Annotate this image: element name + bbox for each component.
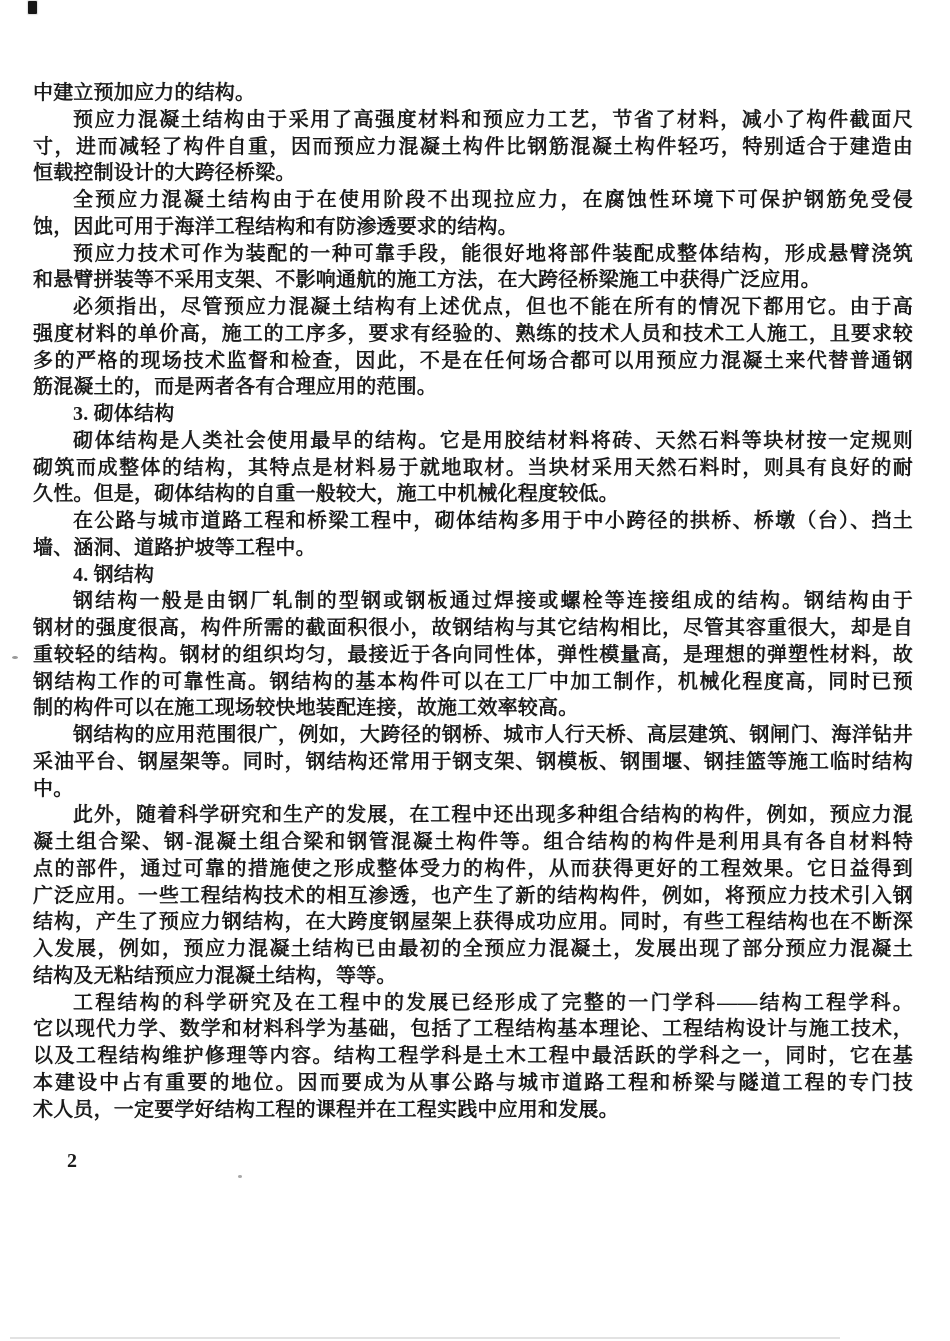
text-line: 凝土组合梁、钢-混凝土组合梁和钢管混凝土构件等。组合结构的构件是利用具有各自材料特: [33, 831, 914, 853]
text-line: 寸，进而减轻了构件自重，因而预应力混凝土构件比钢筋混凝土构件轻巧，特别适合于建造由: [33, 135, 913, 158]
scan-speck-bottom: [238, 1175, 242, 1178]
text-line: 广泛应用。一些工程结构技术的相互渗透，也产生了新的结构构件，例如，将预应力技术引入钢: [33, 884, 913, 907]
text-line: 中建立预加应力的结构。: [33, 82, 256, 104]
text-line: 必须指出，尽管预应力混凝土结构有上述优点，但也不能在所有的情况下都用它。由于高: [73, 296, 913, 318]
text-line: 在公路与城市道路工程和桥梁工程中，砌体结构多用于中小跨径的拱桥、桥墩（台）、挡土: [73, 510, 913, 532]
text-line: 墙、涵洞、道路护坡等工程中。: [33, 536, 316, 559]
text-line: 钢结构的应用范围很广，例如，大跨径的钢桥、城市人行天桥、高层建筑、钢闸门、海洋钻井: [73, 724, 913, 746]
text-line: 预应力混凝土结构由于采用了高强度材料和预应力工艺，节省了材料，减小了构件截面尺: [73, 108, 913, 131]
text-line: 强度材料的单价高，施工的工序多，要求有经验的、熟练的技术人员和技术工人施工，且要求较: [33, 322, 913, 345]
text-line: 砌体结构是人类社会使用最早的结构。它是用胶结材料将砖、天然石料等块材按一定规则: [73, 429, 913, 452]
text-line: 恒载控制设计的大跨径桥梁。: [33, 162, 296, 185]
page-number: 2: [67, 1150, 77, 1172]
section-heading: 3. 砌体结构: [73, 403, 175, 425]
text-block: [33, 80, 913, 1123]
text-line: 点的部件，通过可靠的措施使之形成整体受力的构件，从而获得更好的工程效果。它日益得到: [33, 857, 913, 880]
text-line: 此外，随着科学研究和生产的发展，在工程中还出现多种组合结构的构件，例如，预应力混: [73, 804, 913, 827]
text-line: 中。: [33, 777, 74, 800]
text-line: 钢结构工作的可靠性高。钢结构的基本构件可以在工厂中加工制作，机械化程度高，同时已预: [33, 670, 913, 693]
text-line: 制的构件可以在施工现场较快地装配连接，故施工效率较高。: [33, 697, 579, 720]
text-line: 多的严格的现场技术监督和检查，因此，不是在任何场合都可以用预应力混凝土来代替普通钢: [33, 349, 913, 372]
text-line: 预应力技术可作为装配的一种可靠手段，能很好地将部件装配成整体结构，形成悬臂浇筑: [73, 242, 913, 265]
text-line: 以及工程结构维护修理等内容。结构工程学科是土木工程中最活跃的学科之一，同时，它在基: [33, 1045, 913, 1067]
text-line: 采油平台、钢屋架等。同时，钢结构还常用于钢支架、钢模板、钢围堰、钢挂篮等施工临时结构: [33, 750, 913, 773]
section-heading: 4. 钢结构: [73, 563, 155, 586]
text-line: 它以现代力学、数学和材料科学为基础，包括了工程结构基本理论、工程结构设计与施工技术，: [33, 1018, 913, 1041]
scan-speck-left: [12, 656, 18, 659]
text-line: 和悬臂拼装等不采用支架、不影响通航的施工方法，在大跨径桥梁施工中获得广泛应用。: [33, 269, 821, 292]
text-line: 工程结构的科学研究及在工程中的发展已经形成了完整的一门学科——结构工程学科。: [73, 991, 913, 1014]
text-line: 钢结构一般是由钢厂轧制的型钢或钢板通过焊接或螺栓等连接组成的结构。钢结构由于: [73, 590, 913, 613]
text-line: 久性。但是，砌体结构的自重一般较大，施工中机械化程度较低。: [33, 483, 619, 506]
text-line: 术人员，一定要学好结构工程的课程并在工程实践中应用和发展。: [33, 1098, 619, 1121]
text-line: 结构及无粘结预应力混凝土结构，等等。: [33, 964, 397, 987]
scan-artifact-mark: [28, 1, 37, 14]
text-line: 重较轻的结构。钢材的组织均匀，最接近于各向同性体，弹性模量高，是理想的弹塑性材料，故: [33, 643, 913, 666]
text-line: 本建设中占有重要的地位。因而要成为从事公路与城市道路工程和桥梁与隧道工程的专门技: [33, 1071, 913, 1094]
text-line: 砌筑而成整体的结构，其特点是材料易于就地取材。当块材采用天然石料时，则具有良好的耐: [33, 456, 913, 479]
text-line: 全预应力混凝土结构由于在使用阶段不出现拉应力，在腐蚀性环境下可保护钢筋免受侵: [73, 189, 913, 211]
text-line: 筋混凝土的，而是两者各有合理应用的范围。: [33, 376, 437, 399]
scan-edge-line: [10, 1337, 840, 1339]
text-line: 结构，产生了预应力钢结构，在大跨度钢屋架上获得成功应用。同时，有些工程结构也在不断深: [33, 911, 913, 934]
text-line: 钢材的强度很高，构件所需的截面积很小，故钢结构与其它结构相比，尽管其容重很大，却是自: [33, 617, 913, 639]
text-line: 蚀，因此可用于海洋工程结构和有防渗透要求的结构。: [33, 215, 518, 238]
text-line: 入发展，例如，预应力混凝土结构已由最初的全预应力混凝土，发展出现了部分预应力混凝土: [33, 938, 913, 960]
